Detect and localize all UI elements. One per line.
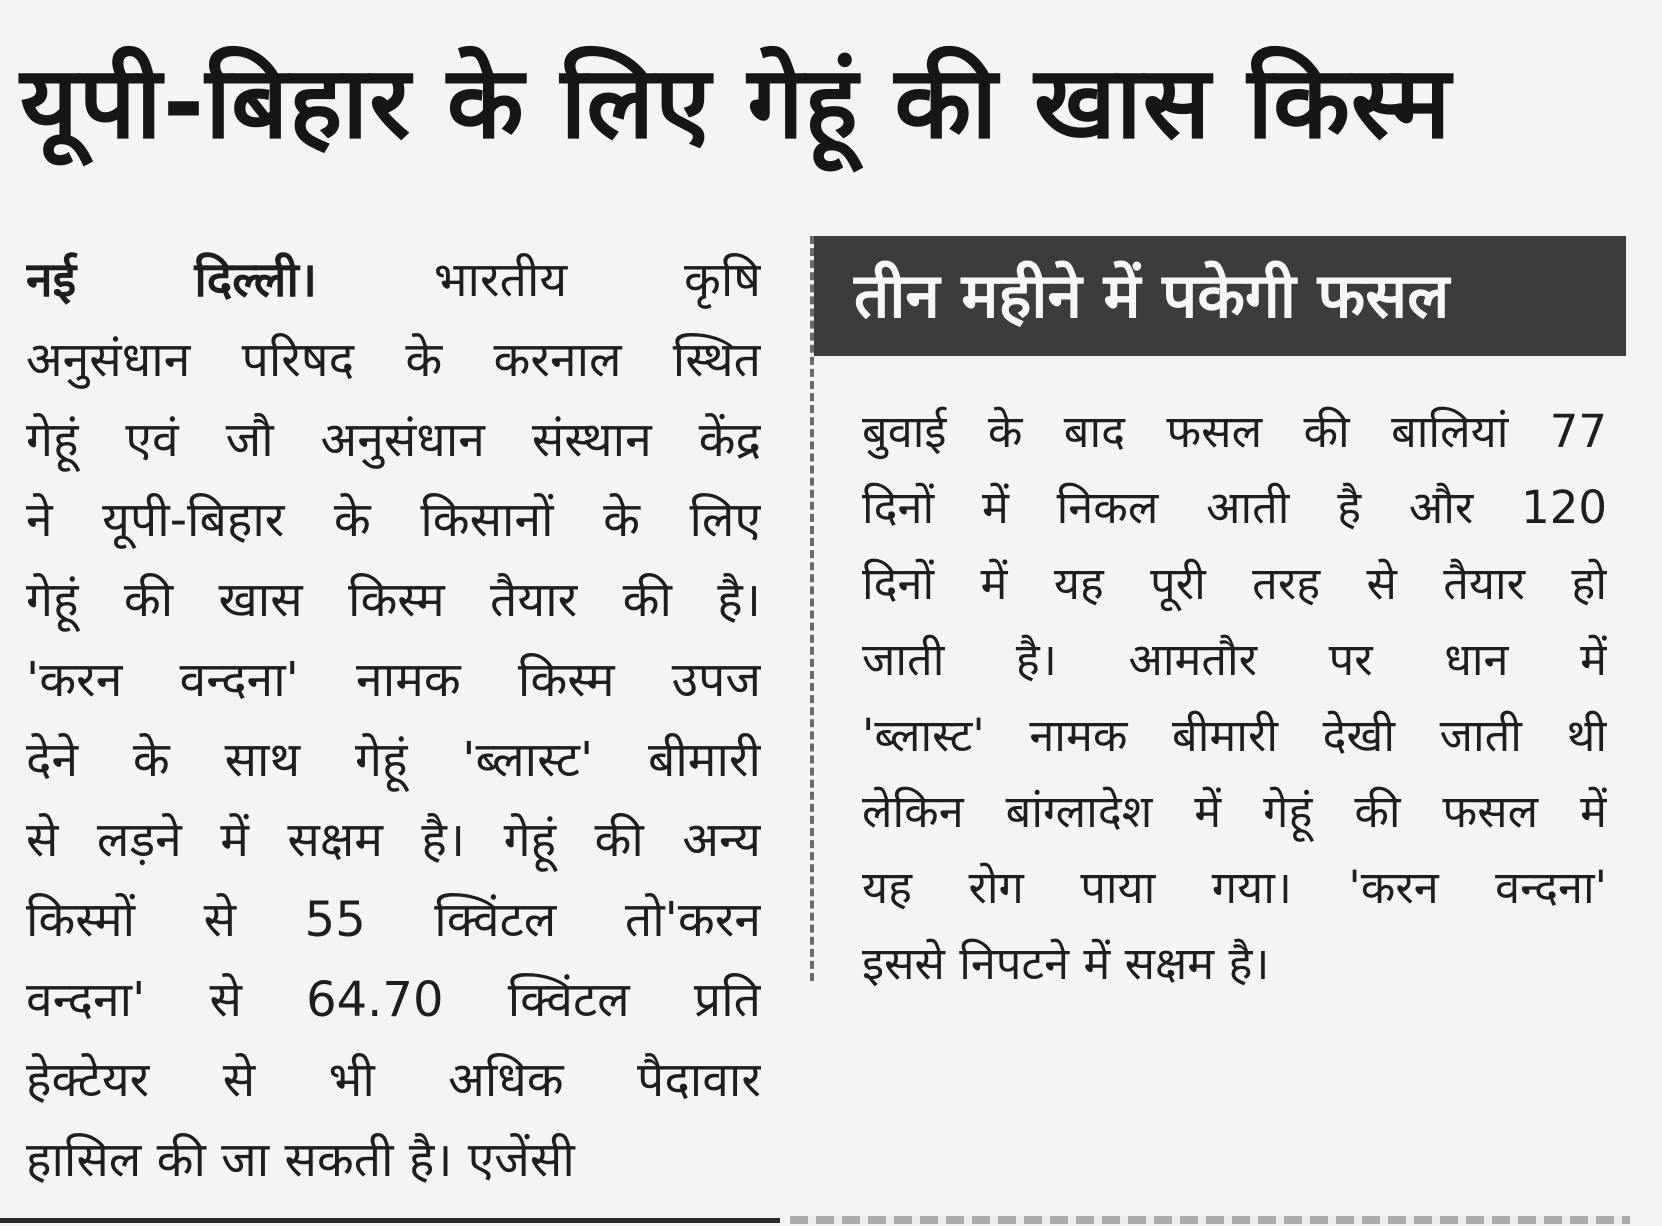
- story-line-4: ने यूपी-बिहार के किसानों के लिए: [26, 492, 761, 548]
- story-line-9: किस्मों से 55 क्विंटल तो'करन: [26, 892, 761, 948]
- sidebar-heading: तीन महीने में पकेगी फसल: [814, 236, 1626, 356]
- story-line-7: देने के साथ गेहूं 'ब्लास्ट' बीमारी: [26, 732, 761, 788]
- story-line-5: गेहूं की खास किस्म तैयार की है।: [26, 572, 761, 628]
- story-line-3: गेहूं एवं जौ अनुसंधान संस्थान केंद्र: [26, 412, 761, 468]
- story-line-1-text: भारतीय कृषि: [433, 252, 761, 308]
- story-line-2: अनुसंधान परिषद के करनाल स्थित: [26, 332, 761, 388]
- story-line-8: से लड़ने में सक्षम है। गेहूं की अन्य: [26, 812, 761, 868]
- sidebar-line-5: 'ब्लास्ट' नामक बीमारी देखी जाती थी: [862, 709, 1607, 762]
- story-line-10: वन्दना' से 64.70 क्विंटल प्रति: [26, 972, 761, 1028]
- sidebar-line-2: दिनों में निकल आती है और 120: [862, 481, 1607, 534]
- bottom-rule: [0, 1218, 780, 1223]
- story-line-11: हेक्टेयर से भी अधिक पैदावार: [26, 1052, 761, 1108]
- story-line-12: हासिल की जा सकती है। एजेंसी: [26, 1132, 575, 1188]
- sidebar-line-1: बुवाई के बाद फसल की बालियां 77: [862, 405, 1607, 458]
- main-story: [26, 240, 761, 1200]
- sidebar-line-3: दिनों में यह पूरी तरह से तैयार हो: [862, 557, 1607, 610]
- story-line-6: 'करन वन्दना' नामक किस्म उपज: [26, 652, 761, 708]
- dateline: नई दिल्ली।: [26, 252, 318, 308]
- next-article-edge: [790, 1216, 1630, 1224]
- sidebar-line-6: लेकिन बांग्लादेश में गेहूं की फसल में: [862, 785, 1607, 838]
- headline: यूपी-बिहार के लिए गेहूं की खास किस्म: [20, 44, 1452, 161]
- sidebar-line-8: इससे निपटने में सक्षम है।: [862, 937, 1270, 990]
- sidebar-line-4: जाती है। आमतौर पर धान में: [862, 633, 1607, 686]
- sidebar-story: [862, 394, 1607, 994]
- sidebar-line-7: यह रोग पाया गया। 'करन वन्दना': [862, 861, 1607, 914]
- story-line-1: [26, 240, 761, 320]
